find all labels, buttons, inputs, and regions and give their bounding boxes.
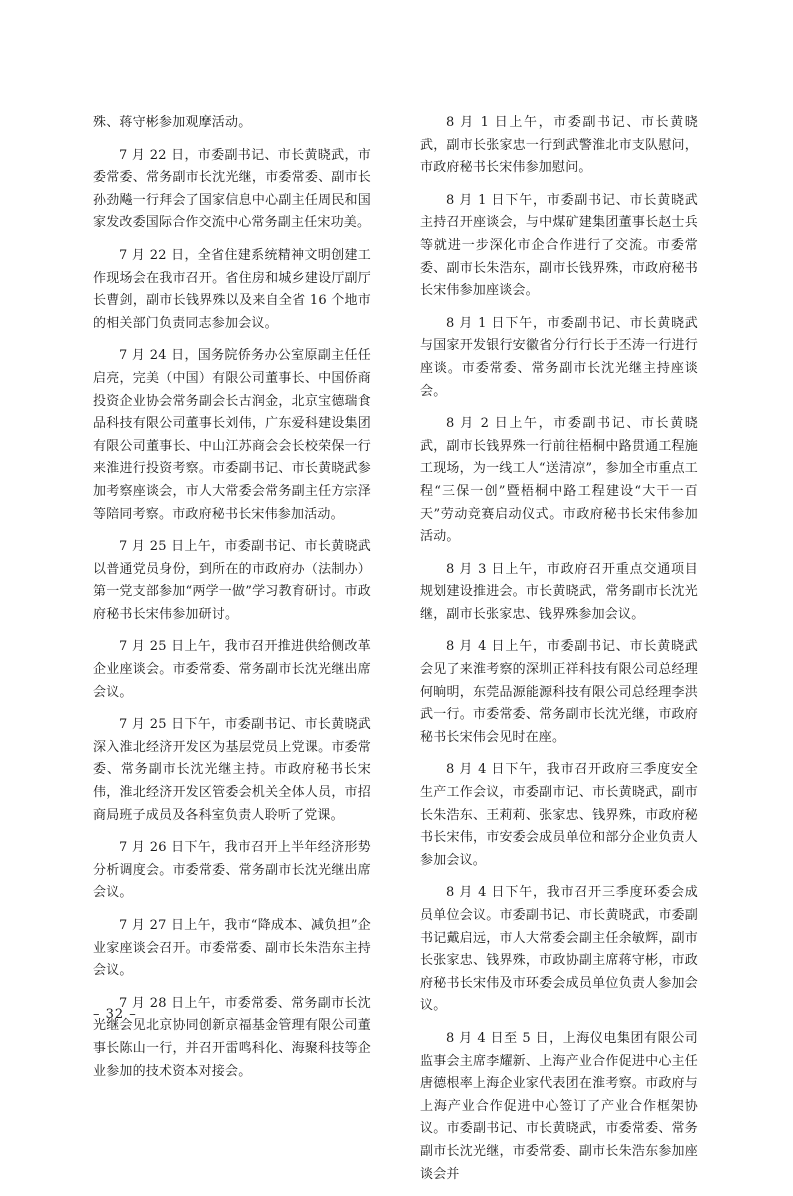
paragraph: 7 月 28 日上午，市委常委、常务副市长沈光继会见北京协同创新京福基金管理有限公司董事长陈山一行，并召开雷鸣科化、海聚科技等企业参加的技术资本对接会。 [93, 995, 371, 1079]
paragraph: 8 月 1 日下午，市委副书记、市长黄晓武主持召开座谈会，与中煤矿建集团董事长赵士兵等就进一步深化市企合作进行了交流。市委常委、副市长朱浩东，副市长钱界殊，市政府秘书长宋伟参加座谈会。 [420, 192, 698, 299]
paragraph: 8 月 4 日下午，我市召开三季度环委会成员单位会议。市委副书记、市长黄晓武，市委副书记戴启远，市人大常委会副主任余敏辉，副市长张家忠、钱界殊，市政协副主席蒋守彬，市政府秘书长宋伟及市环委会成员单位负责人参加会议。 [420, 885, 698, 1014]
paragraph: 8 月 1 日下午，市委副书记、市长黄晓武与国家开发银行安徽省分行行长于丕涛一行进行座谈。市委常委、常务副市长沈光继主持座谈会。 [420, 315, 698, 399]
paragraph: 8 月 4 日至 5 日，上海仪电集团有限公司监事会主席李耀新、上海产业合作促进中心主任唐德根率上海企业家代表团在淮考察。市政府与上海产业合作促进中心签订了产业合作框架协议。市委副书记、市长黄晓武，市委常委、常务副市长沈光继，市委常委、副市长朱浩东参加座谈会并 [420, 1030, 698, 1182]
paragraph: 8 月 4 日下午，我市召开政府三季度安全生产工作会议，市委副市记、市长黄晓武，副市长朱浩东、王莉莉、张家忠、钱界殊，市政府秘书长宋伟，市安委会成员单位和部分企业负责人参加会议。 [420, 762, 698, 868]
paragraph-continued: 殊、蒋守彬参加观摩活动。 [93, 115, 252, 130]
paragraph: 8 月 2 日上午，市委副书记、市长黄晓武，副市长钱界殊一行前往梧桐中路贯通工程施工现场，为一线工人“送清凉”，参加全市重点工程“三保一创”暨梧桐中路工程建设“大干一百天”劳动竞赛启动仪式。市政府秘书长宋伟参加活动。 [420, 416, 698, 545]
paragraph: 7 月 22 日，全省住建系统精神文明创建工作现场会在我市召开。省住房和城乡建设厅副厅长曹剑，副市长钱界殊以及来自全省 16 个地市的相关部门负责同志参加会议。 [93, 247, 371, 331]
paragraph: 7 月 27 日上午，我市“降成本、减负担”企业家座谈会召开。市委常委、副市长朱浩东主持会议。 [93, 918, 371, 979]
paragraph: 7 月 25 日上午，市委副书记、市长黄晓武以普通党员身份，到所在的市政府办（法制办）第一党支部参加“两学一做”学习教育研讨。市政府秘书长宋伟参加研讨。 [93, 539, 371, 622]
page-number: – 32 – [93, 1007, 137, 1022]
left-column [93, 112, 371, 1093]
paragraph: 7 月 24 日，国务院侨务办公室原副主任任启亮，完美（中国）有限公司董事长、中国侨商投资企业协会常务副会长古润金，北京宝德瑞食品科技有限公司董事长刘伟，广东爱科建设集团有限公司董事长、中山江苏商会会长校荣保一行来淮进行投资考察。市委副书记、市长黄晓武参加考察座谈会，市人大常委会常务副主任方宗泽等陪同考察。市政府秘书长宋伟参加活动。 [93, 348, 371, 522]
paragraph: 8 月 4 日上午，市委副书记、市长黄晓武会见了来淮考察的深圳正祥科技有限公司总经理何晌明，东莞品源能源科技有限公司总经理李洪武一行。市委常委、常务副市长沈光继，市政府秘书长宋伟会见时在座。 [420, 639, 698, 745]
paragraph: 8 月 1 日上午，市委副书记、市长黄晓武，副市长张家忠一行到武警淮北市支队慰问，市政府秘书长宋伟参加慰问。 [420, 115, 698, 176]
paragraph: 7 月 22 日，市委副书记、市长黄晓武，市委常委、常务副市长沈光继，市委常委、副市长孙劲飚一行拜会了国家信息中心副主任周民和国家发改委国际合作交流中心常务副主任宋功美。 [93, 147, 371, 231]
right-column [420, 112, 698, 1196]
paragraph: 7 月 25 日上午，我市召开推进供给侧改革企业座谈会。市委常委、常务副市长沈光继出席会议。 [93, 639, 371, 700]
paragraph: 7 月 25 日下午，市委副书记、市长黄晓武深入淮北经济开发区为基层党员上党课。市委常委、常务副市长沈光继主持。市政府秘书长宋伟，淮北经济开发区管委会机关全体人员，市招商局班子成员及各科室负责人聆听了党课。 [93, 717, 371, 823]
paragraph: 8 月 3 日上午，市政府召开重点交通项目规划建设推进会。市长黄晓武，常务副市长沈光继，副市长张家忠、钱界殊参加会议。 [420, 561, 698, 622]
paragraph: 7 月 26 日下午，我市召开上半年经济形势分析调度会。市委常委、常务副市长沈光继出席会议。 [93, 840, 371, 901]
